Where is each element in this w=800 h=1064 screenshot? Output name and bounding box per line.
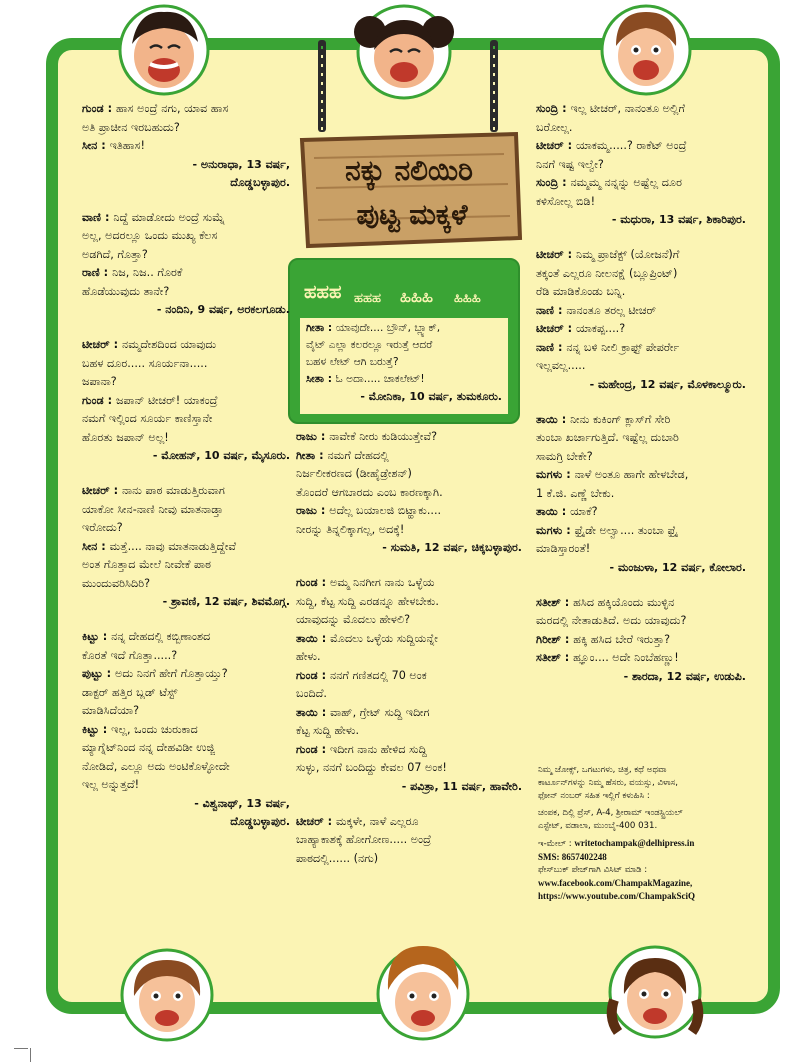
laughing-boy-top-left — [118, 4, 210, 96]
joke-line — [82, 721, 290, 740]
dialogue-text: ರೆಡಿ ಮಾಡಿಕೊಂಡು ಬನ್ನಿ. — [536, 285, 626, 298]
joke-author: - ಅನುರಾಧಾ, 13 ವರ್ಷ, — [192, 157, 290, 171]
featured-joke-box — [288, 258, 520, 424]
speaker-name: ಗುಂಡ : — [82, 102, 116, 115]
joke-line — [296, 741, 522, 760]
joke-line — [296, 648, 522, 667]
speaker-name: ಕಿಟ್ಟು : — [82, 722, 112, 736]
speaker-name: ರಾಣಿ : — [82, 266, 113, 279]
speaker-name: ಸತೀಶ್ : — [536, 595, 574, 609]
joke-line — [82, 119, 290, 138]
joke-author: - ನಂದಿನಿ, 9 ವರ್ಷ, ಅರಕಲಗೂಡು. — [156, 303, 290, 316]
speaker-name: ಸೀನ : — [82, 139, 110, 152]
joke-line — [82, 647, 290, 666]
dialogue-text: ಬಹಳ ದೂರ..... ಸೂರ್ಯನಾ..... — [82, 356, 208, 370]
dialogue-text: ಅಲ್ಲ, ಅದರಲ್ಲೂ ಒಂದು ಮುಖ್ಯ ಕೆಲಸ — [82, 229, 218, 242]
joke-block — [82, 336, 290, 465]
dialogue-text: ಅತಿ ಪ್ರಾಚೀನ ಇರಬಹುದು? — [82, 120, 180, 134]
joke-line — [536, 503, 746, 522]
dialogue-text: ಅದು ನಿನಗೆ ಹೇಗೆ ಗೊತ್ತಾಯ್ತು? — [115, 667, 228, 680]
youtube-link[interactable]: https://www.youtube.com/ChampakSciQ — [538, 891, 696, 901]
dialogue-text: ವಾಹ್, ಗ್ರೇಟ್ ಸುದ್ದಿ ಇದೀಗ — [330, 705, 430, 719]
dialogue-text: ಹೊಡೆಯುವುದು ತಾನೇ? — [82, 284, 170, 298]
joke-line — [296, 484, 522, 503]
laughing-boy-top-right — [598, 2, 694, 98]
joke-block — [82, 100, 290, 192]
laughing-boy-bottom-center — [374, 940, 472, 1044]
joke-line — [536, 649, 746, 668]
dialogue-text: ಓ ಅದಾ..... ಚಾಕಲೇಟ್! — [335, 373, 425, 385]
joke-line — [536, 265, 746, 284]
dialogue-text: ನಮ್ಮಮ್ಮ ನನ್ನನ್ನು ಅಷ್ಟೆಲ್ಲ ದೂರ — [570, 176, 682, 189]
joke-line — [82, 429, 290, 448]
speaker-name: ಟೀಚರ್ : — [82, 338, 122, 351]
joke-line — [82, 137, 290, 156]
joke-line — [296, 611, 522, 630]
dialogue-text: ಮಾಡಿಸಿದೆಯಾ? — [82, 704, 140, 717]
dialogue-text: ನಮಗೆ ಇಲ್ಲಿಂದ ಸೂರ್ಯ ಕಾಣಿಸ್ತಾನೇ — [82, 412, 213, 425]
speaker-name: ತಾಯಿ : — [296, 705, 331, 719]
joke-line — [82, 373, 290, 392]
dialogue-text: ನಿರ್ಜಲೀಕರಣದ (ಡೀಹೈಡ್ರೇಶನ್) — [296, 467, 412, 480]
dialogue-text: ಯಾಕೆ? — [570, 505, 598, 518]
laugh-text-2: ಹಹಹ — [354, 291, 382, 306]
joke-block — [536, 594, 746, 686]
joke-line — [82, 410, 290, 429]
joke-line — [296, 831, 522, 850]
joke-line — [82, 355, 290, 374]
speaker-name: ಪುಟ್ಟು : — [82, 667, 116, 680]
joke-line — [296, 759, 522, 778]
dialogue-text: ಮರದಲ್ಲಿ ನೇತಾಡುತಿದೆ. ಅದು ಯಾವುದು? — [536, 614, 687, 627]
joke-line — [82, 100, 290, 119]
joke-line — [82, 702, 290, 721]
speaker-name: ಸೀತಾ : — [306, 373, 336, 385]
sign-chain-left — [318, 40, 326, 132]
joke-line — [82, 392, 290, 411]
dialogue-text: ಕೊರತೆ ಇದೆ ಗೊತ್ತಾ.....? — [82, 648, 178, 662]
dialogue-text: ಜಪಾನಾ? — [82, 375, 117, 388]
speaker-name: ಸೀನ : — [82, 539, 110, 553]
joke-author: - ಮಂಜುಳಾ, 12 ವರ್ಷ, ಕೋಲಾರ. — [609, 560, 746, 574]
sign-chain-right — [490, 40, 498, 132]
dialogue-text: ಅದೆಲ್ಲ ಬಯಾಲಜಿ ಬಿಟ್ಹಾಕು.... — [329, 504, 442, 517]
speaker-name: ಕಿಟ್ಟು : — [82, 630, 112, 643]
dialogue-text: ನಾವೇಕೆ ನೀರು ಕುಡಿಯುತ್ತೇವೆ? — [329, 430, 438, 443]
dialogue-text: ಹಕ್ಕಿ ಹಸಿದ ಬೇರೆ ಇರುತ್ತಾ? — [573, 632, 671, 646]
dialogue-text: ಮತ್ತೆ.... ನಾವು ಮಾತನಾಡುತ್ತಿದ್ದೇವೆ — [109, 539, 237, 553]
featured-joke — [300, 318, 508, 414]
joke-line — [296, 502, 522, 521]
dialogue-text: ನಿನಗೆ ಇಷ್ಟ ಇಲ್ವೇ? — [536, 157, 604, 171]
joke-line — [536, 193, 746, 212]
dialogue-text: ನಾನಂತೂ ತರಲ್ಲ ಟೀಚರ್ — [566, 303, 657, 317]
joke-block — [82, 209, 290, 320]
joke-line — [296, 685, 522, 704]
joke-author: - ಮಹೇಂದ್ರ, 12 ವರ್ಷ, ಮೊಳಕಾಲ್ಮೂರು. — [589, 377, 746, 391]
jokes-column-left — [82, 100, 290, 848]
joke-line — [536, 411, 746, 430]
dialogue-text: ನಮಗೆ ದೇಹದಲ್ಲಿ — [327, 448, 389, 462]
joke-author: - ಶಾರದಾ, 12 ವರ್ಷ, ಉಡುಪಿ. — [623, 669, 746, 683]
dialogue-text: ಹ್ಞೂಂ.... ಅದೇ ನಿಂಬೆಹಣ್ಣು! — [573, 651, 679, 664]
dialogue-text: ಪಾಠದಲ್ಲಿ...... (ನಗು) — [296, 851, 379, 865]
speaker-name: ಸುಂದ್ರಿ : — [536, 102, 571, 115]
joke-author: - ಶ್ರಾವಣಿ, 12 ವರ್ಷ, ಶಿವಮೊಗ್ಗ. — [162, 595, 290, 608]
joke-line — [296, 704, 522, 723]
dialogue-text: ಬಂದಿದೆ. — [296, 687, 327, 700]
dialogue-text: ಸಾಮಗ್ರಿ ಬೇಕೇ? — [536, 449, 593, 463]
contact-info — [538, 764, 744, 903]
dialogue-text: ನನ್ನ ದೇಹದಲ್ಲಿ ಕಬ್ಬಿಣಾಂಶದ — [111, 630, 211, 643]
joke-line — [536, 612, 746, 631]
joke-line — [536, 283, 746, 302]
joke-line — [306, 337, 502, 354]
joke-line — [296, 593, 522, 612]
joke-line — [82, 538, 290, 557]
speaker-name: ಗುಂಡ : — [296, 742, 330, 756]
dialogue-text: ನನ್ನ ಬಳಿ ನೀಲಿ ಕ್ರಾಫ್ಟ್ ಪೇಪರ್ರೇ — [566, 340, 680, 354]
dialogue-text: ಮಕ್ಕಳೇ, ನಾಳೆ ಎಲ್ಲರೂ — [335, 814, 419, 828]
dialogue-text: ನೋಡಿದೆ, ಎಲ್ಲೂ ಅದು ಅಂಟಿಕೊಳ್ಳೋದೇ — [82, 759, 230, 773]
dialogue-text: ಹೊರತು ಜಪಾನ್ ಅಲ್ಲ! — [82, 430, 169, 444]
dialogue-text: ನೀನು ಕುಕಿಂಗ್ ಕ್ಲಾಸ್‌ಗೆ ಸೇರಿ — [570, 412, 671, 426]
joke-author: - ಮೋಹನ್, 10 ವರ್ಷ, ಮೈಸೂರು. — [152, 449, 290, 462]
crop-mark — [14, 1048, 28, 1049]
dialogue-text: 1 ಕೆ.ಜಿ. ಎಣ್ಣೆ ಬೇಕು. — [536, 486, 615, 500]
speaker-name: ಸುಂದ್ರಿ : — [536, 176, 571, 189]
laugh-banner — [300, 268, 512, 312]
joke-line — [536, 100, 746, 119]
dialogue-text: ಇಲ್ಲ ಅನ್ನುತ್ತದೆ! — [82, 778, 140, 791]
dialogue-text: ನಿಮ್ಮ ಪ್ರಾಜೆಕ್ಟ್ (ಯೋಜನೆ)ಗೆ — [575, 248, 680, 261]
joke-line — [536, 339, 746, 358]
joke-block — [296, 574, 522, 796]
speaker-name: ಗೀತಾ : — [296, 448, 328, 462]
dialogue-text: ಕೆಟ್ಟ ಸುದ್ದಿ ಹೇಳು. — [296, 724, 360, 737]
joke-line — [536, 246, 746, 265]
joke-line — [82, 758, 290, 777]
dialogue-text: ಸುಳ್ಳು, ನನಗೆ ಬಂದಿದ್ದು ಕೇವಲ 07 ಅಂಕ! — [296, 761, 447, 774]
contact-address: ಎಸ್ಟೇಟ್, ವಡಾಲಾ, ಮುಂಬೈ-400 031. — [538, 821, 658, 831]
dialogue-text: ಡಾಕ್ಟರ್ ಹತ್ತಿರ ಬ್ಲಡ್ ಟೆಸ್ಟ್ — [82, 685, 178, 699]
dialogue-text: ಹೇಳು. — [296, 650, 321, 663]
crop-mark — [30, 1048, 31, 1062]
email-label: ಇ-ಮೇಲ್ : — [538, 839, 572, 849]
title-line2: ಪುಟ್ಟ ಮಕ್ಕಳೆ — [356, 198, 468, 231]
joke-line — [296, 428, 522, 447]
joke-line — [306, 354, 502, 371]
speaker-name: ಮಗಳು : — [536, 468, 575, 481]
joke-line — [82, 246, 290, 265]
joke-line — [82, 283, 290, 302]
joke-line — [306, 371, 502, 388]
joke-line — [82, 556, 290, 575]
title-line1: ನಕ್ಕು ನಲಿಯಿರಿ — [345, 154, 473, 187]
laughing-girl-bottom-right — [604, 940, 706, 1042]
joke-block — [536, 100, 746, 229]
speaker-name: ತಾಯಿ : — [536, 412, 571, 426]
dialogue-text: ಯಾಕಮ್ಮ.....? ರಾಕೆಟ್ ಅಂದ್ರೆ — [575, 139, 687, 152]
joke-line — [82, 519, 290, 538]
dialogue-text: ಯಾಕೋ ಸೀನ-ನಾಣಿ ನೀವು ಮಾತನಾಡ್ತಾ — [82, 502, 224, 516]
speaker-name: ಟೀಚರ್ : — [536, 322, 576, 335]
joke-line — [296, 574, 522, 593]
dialogue-text: ಸುದ್ದಿ, ಕೆಟ್ಟ ಸುದ್ದಿ ಎರಡನ್ನೂ ಹೇಳಬೇಕು. — [296, 594, 439, 608]
laughing-girl-top-center — [352, 0, 456, 104]
dialogue-text: ಮ್ಯಾಗ್ನೆಟ್‌ನಿಂದ ನನ್ನ ದೇಹವಿಡೀ ಉಜ್ಜಿ — [82, 741, 215, 754]
speaker-name: ಗಿರೀಶ್ : — [536, 632, 574, 646]
facebook-link[interactable]: www.facebook.com/ChampakMagazine, — [538, 878, 693, 888]
dialogue-text: ಬರೋಲ್ಲ. — [536, 120, 573, 134]
dialogue-text: ಜಪಾನ್ ಟೀಚರ್! ಯಾಕಂದ್ರೆ — [115, 393, 218, 407]
laughing-girl-bottom-left — [118, 946, 216, 1044]
joke-line — [296, 630, 522, 649]
speaker-name: ಗೀತಾ : — [306, 322, 336, 334]
speaker-name: ಟೀಚರ್ : — [536, 139, 576, 152]
joke-line — [536, 631, 746, 650]
speaker-name: ಟೀಚರ್ : — [296, 814, 336, 828]
dialogue-text: ಬಹಳ ಲೇಟ್ ಆಗಿ ಬರುತ್ತೆ? — [306, 356, 399, 368]
joke-line — [296, 813, 522, 832]
joke-line — [82, 575, 290, 594]
joke-author: - ಮಧುರಾ, 13 ವರ್ಷ, ಶಿಕಾರಿಪುರ. — [611, 213, 746, 226]
joke-line — [296, 667, 522, 686]
joke-line — [536, 466, 746, 485]
sms-number: SMS: 8657402248 — [538, 852, 607, 862]
joke-block — [536, 246, 746, 394]
dialogue-text: ಅಮ್ಮ ನಿನಗೀಗ ನಾನು ಒಳ್ಳೆಯ — [329, 576, 435, 589]
joke-line — [82, 628, 290, 647]
dialogue-text: ಮಾಡಿಸ್ತಾರಂತೆ! — [536, 542, 591, 555]
joke-line — [82, 482, 290, 501]
joke-author: - ಪವಿತ್ರಾ, 11 ವರ್ಷ, ಹಾವೇರಿ. — [401, 779, 522, 793]
dialogue-text: ಮುಂದುವರಿಸಿದಿರಿ? — [82, 576, 151, 590]
joke-line — [82, 227, 290, 246]
dialogue-text: ಹಾಸ ಅಂದ್ರೆ ನಗು, ಯಾವ ಹಾಸ — [115, 102, 229, 115]
joke-line — [536, 302, 746, 321]
joke-block — [82, 482, 290, 611]
speaker-name: ಗುಂಡ : — [296, 668, 330, 682]
dialogue-text: ನಾಳೆ ಅಂತೂ ಹಾಗೇ ಹೇಳಬೇಡ, — [574, 468, 689, 481]
joke-block — [306, 320, 502, 406]
dialogue-text: ತೊಂದರೆ ಆಗಬಾರದು ಎಂಬ ಕಾರಣಕ್ಕಾಗಿ. — [296, 485, 443, 499]
dialogue-text: ಇಲ್ಲ, ಒಂದು ಚುರುಕಾದ — [111, 722, 198, 736]
contact-address: ಚಂಪಕ, ದಿಲ್ಲಿ ಪ್ರೆಸ್, A-4, ಶ್ರೀರಾಮ್ ಇಂಡಸ್ಟ್ರಿಯಲ್ — [538, 808, 683, 818]
speaker-name: ನಾಣಿ : — [536, 303, 567, 317]
joke-line — [536, 320, 746, 339]
dialogue-text: ತುಂಬಾ ಖರ್ಚಾಗುತ್ತಿದೆ. ಇಷ್ಟೆಲ್ಲ ದುಬಾರಿ — [536, 431, 679, 444]
joke-line — [536, 357, 746, 376]
speaker-name: ಗುಂಡ : — [82, 393, 116, 407]
joke-line — [536, 429, 746, 448]
joke-line — [296, 447, 522, 466]
speaker-name: ಮಗಳು : — [536, 523, 575, 537]
speaker-name: ವಾಣಿ : — [82, 210, 114, 224]
joke-line — [296, 722, 522, 741]
dialogue-text: ನಿಜ, ನಿಜ.. ಗೊರಕೆ — [112, 266, 183, 279]
joke-line — [82, 336, 290, 355]
joke-block — [296, 813, 522, 869]
contact-line: ಕಾರ್ಟೂನ್‌ಗಳನ್ನು ನಿಮ್ಮ ಹೆಸರು, ವಯಸ್ಸು, ವಿಳಾಸ, — [538, 778, 679, 788]
joke-line — [82, 684, 290, 703]
joke-line — [296, 850, 522, 869]
joke-line — [82, 264, 290, 283]
joke-line — [536, 540, 746, 559]
dialogue-text: ಯಾವುದೇ.... ಬ್ರೌನ್, ಬ್ಲ್ಯಾಕ್, — [335, 322, 441, 334]
facebook-label: ಫೇಸ್‌ಬುಕ್ ಪೇಜ್‌ಗಾಗಿ ವಿಸಿಟ್ ಮಾಡಿ : — [538, 865, 648, 875]
joke-line — [82, 739, 290, 758]
speaker-name: ರಾಜು : — [296, 504, 330, 517]
laugh-text-4: ಹಿಹಿಹಿ — [454, 291, 481, 306]
speaker-name: ತಾಯಿ : — [536, 505, 571, 518]
contact-line: ನಿಮ್ಮ ಜೋಕ್ಸ್, ಒಗಟುಗಳು, ಚಿತ್ರ, ಕಥೆ ಅಥವಾ — [538, 765, 667, 775]
dialogue-text: ಫ್ರೈಡೇ ಅಲ್ವಾ.... ತುಂಬಾ ಫ್ರೈ — [574, 523, 679, 537]
joke-block — [82, 628, 290, 831]
speaker-name: ಟೀಚರ್ : — [536, 248, 576, 261]
joke-author: - ಮೋನಿಕಾ, 10 ವರ್ಷ, ತುಮಕೂರು. — [360, 390, 502, 403]
dialogue-text: ಹಸಿದ ಹಕ್ಕಿಯೊಂದು ಮುಳ್ಳಿನ — [573, 595, 675, 609]
speaker-name: ತಾಯಿ : — [296, 631, 331, 645]
contact-line: ಫೋನ್ ನಂಬರ್ ಸಹಿತ ಇಲ್ಲಿಗೆ ಕಳುಹಿಸಿ : — [538, 791, 650, 801]
joke-line — [82, 209, 290, 228]
speaker-name: ನಾಣಿ : — [536, 340, 567, 354]
dialogue-text: ನನಗೆ ಗಣಿತದಲ್ಲಿ 70 ಅಂಕ — [329, 668, 427, 682]
dialogue-text: ನಿದ್ದೆ ಮಾಡೋದು ಅಂದ್ರೆ ಸುಮ್ನೆ — [113, 210, 225, 224]
jokes-column-right — [536, 100, 746, 703]
dialogue-text: ಯಾವುದನ್ನು ಮೊದಲು ಹೇಳಲಿ? — [296, 613, 411, 626]
joke-line — [82, 501, 290, 520]
laugh-text-1: ಹಹಹ — [304, 282, 342, 303]
dialogue-text: ಮೊದಲು ಒಳ್ಳೆಯ ಸುದ್ದಿಯನ್ನೇ — [330, 631, 438, 645]
joke-block — [296, 428, 522, 557]
joke-line — [536, 174, 746, 193]
joke-author: - ವಿಶ್ವನಾಥ್, 13 ವರ್ಷ, — [194, 796, 290, 810]
dialogue-text: ಬಾಹ್ಯಾಕಾಶಕ್ಕೆ ಹೋಗೋಣ..... ಅಂದ್ರೆ — [296, 833, 432, 846]
dialogue-text: ನಮ್ಮದೇಶದಿಂದ ಯಾವುದು — [121, 338, 217, 351]
dialogue-text: ಅಡಗಿದೆ, ಗೊತ್ತಾ? — [82, 247, 148, 261]
dialogue-text: ಅಂತ ಗೊತ್ತಾದ ಮೇಲೆ ನೀವೇಕೆ ಪಾಠ — [82, 558, 211, 571]
speaker-name: ಗುಂಡ : — [296, 576, 330, 589]
title-signboard — [294, 128, 524, 254]
jokes-column-middle — [296, 428, 522, 885]
dialogue-text: ಇತಿಹಾಸ! — [109, 139, 145, 152]
dialogue-text: ವೈಟ್ ಎಲ್ಲಾ ಕಲರಲ್ಲೂ ಇರುತ್ತೆ ಆದರೆ — [306, 339, 433, 351]
laugh-text-3: ಹಿಹಿಹಿ — [400, 287, 433, 306]
joke-line — [536, 485, 746, 504]
dialogue-text: ಇದೀಗ ನಾನು ಹೇಳಿದ ಸುದ್ದಿ — [329, 742, 427, 756]
joke-line — [306, 320, 502, 337]
joke-line — [536, 522, 746, 541]
joke-line — [536, 448, 746, 467]
dialogue-text: ಕಳಿಸೋಲ್ಲ ಬಿಡಿ! — [536, 194, 596, 208]
joke-author: ದೊಡ್ಡಬಳ್ಳಾಪುರ. — [230, 175, 290, 189]
joke-line — [82, 776, 290, 795]
dialogue-text: ಇಲ್ಲವಲ್ಲ..... — [536, 359, 586, 372]
dialogue-text: ಇಲ್ಲ ಟೀಚರ್, ನಾನಂತೂ ಅಲ್ಲಿಗೆ — [570, 102, 685, 115]
dialogue-text: ನಾನು ಪಾಠ ಮಾಡುತ್ತಿರುವಾಗ — [121, 484, 225, 497]
joke-line — [296, 521, 522, 540]
dialogue-text: ಇರೋದು? — [82, 521, 123, 534]
joke-line — [82, 665, 290, 684]
dialogue-text: ನೀರನ್ನು ತಿನ್ನಲಿಕ್ಕಾಗಲ್ಲ, ಅದಕ್ಕೆ! — [296, 522, 405, 536]
joke-line — [536, 594, 746, 613]
joke-line — [536, 119, 746, 138]
speaker-name: ರಾಜು : — [296, 430, 330, 443]
dialogue-text: ಯಾಕಪ್ಪ....? — [575, 322, 626, 335]
joke-line — [536, 156, 746, 175]
joke-block — [536, 411, 746, 577]
joke-author: - ಸುಮತಿ, 12 ವರ್ಷ, ಚಿಕ್ಕಬಳ್ಳಾಪುರ. — [382, 541, 522, 554]
joke-author: ದೊಡ್ಡಬಳ್ಳಾಪುರ. — [230, 814, 290, 828]
joke-line — [296, 465, 522, 484]
speaker-name: ಸತೀಶ್ : — [536, 651, 574, 664]
dialogue-text: ತಕ್ಕಂತೆ ಎಲ್ಲರೂ ನೀಲನಕ್ಷೆ (ಬ್ಲೂಪ್ರಿಂಟ್) — [536, 266, 678, 280]
speaker-name: ಟೀಚರ್ : — [82, 484, 122, 497]
email-link[interactable]: writetochampak@delhipress.in — [574, 838, 695, 848]
joke-line — [536, 137, 746, 156]
